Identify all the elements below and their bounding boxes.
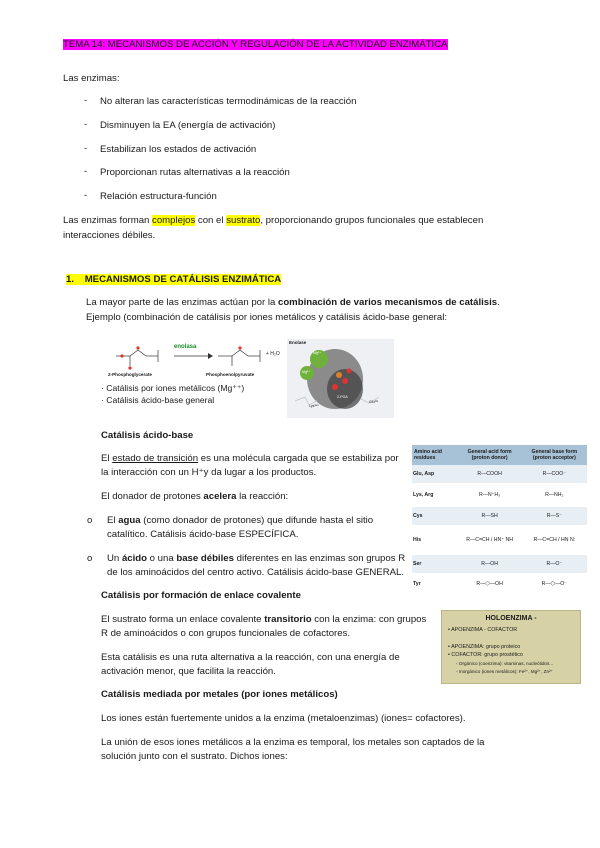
figure-bullet: · Catálisis por iones metálicos (Mg⁺⁺) <box>101 383 245 393</box>
covalent-paragraph-2-line2: activación menor, que facilita la reacción. <box>101 666 276 677</box>
holoenzyme-title: HOLOENZIMA - <box>485 615 537 622</box>
water-label: + H₂O <box>266 351 280 357</box>
table-row: Lys, Arg R—N⁺H₃ R—NH₂ <box>413 492 564 498</box>
substrate-label: 2-Phosphoglycerate <box>108 372 152 377</box>
table-row: Ser R—OH R—O⁻ <box>412 555 587 573</box>
bullet-circle: o <box>87 553 93 564</box>
enolase-structure-image: Enolase Mg²⁺ Mg²⁺ Lys³⁴⁵ Glu²¹¹ 2-PGA <box>287 339 394 418</box>
bullet-dash: - <box>84 95 88 106</box>
covalent-paragraph-line2: R de aminoácidos o con grupos funcionales de cofactores. <box>101 628 351 639</box>
section-paragraph-line2: Ejemplo (combinación de catálisis por iones metálicos y catálisis ácido-base general: <box>86 312 448 323</box>
paragraph-enzymes-line2: interacciones débiles. <box>63 230 156 241</box>
table-row: Glu, Asp R—COOH R—COO⁻ <box>412 465 587 483</box>
enolase-active-site-illustration <box>287 339 394 418</box>
metal-paragraph-2-line2: solución junto con el sustrato. Dichos iones: <box>101 751 288 762</box>
list-item-line2: catalítico. Catálisis ácido-base ESPECÍFICA. <box>107 529 299 540</box>
intro-text: Las enzimas: <box>63 73 120 84</box>
subheading-covalent: Catálisis por formación de enlace covalente <box>101 590 301 601</box>
enolase-box-title: Enolase <box>289 340 307 345</box>
acidbase-paragraph: El estado de transición es una molécula cargada que se estabiliza por <box>101 453 399 464</box>
covalent-paragraph-2: Esta catálisis es una ruta alternativa a la reacción, con una energía de <box>101 652 400 663</box>
page-title: TEMA 14: MECANISMOS DE ACCIÓN Y REGULACIÓN DE LA ACTIVIDAD ENZIMÁTICA <box>63 39 448 50</box>
highlight-complejos: complejos <box>152 215 196 226</box>
enzyme-label: enolasa <box>174 344 197 350</box>
holoenzyme-box: HOLOENZIMA - • APOENZIMA - COFACTOR • APOENZIMA: grupo proteico • COFACTOR: grupo prostético ◦ Orgánico (coenzima): vitaminas, nucleótidos... ◦ Inorgánico (iones metálicos): Fe²⁺, Mg²⁺, Zn²⁺ <box>441 610 581 684</box>
bullet-dash: - <box>84 119 88 130</box>
table-row: Cys R—SH R—S⁻ <box>412 507 587 525</box>
highlight-sustrato: sustrato <box>226 215 261 226</box>
bullet-dash: - <box>84 190 88 201</box>
subheading-acid-base: Catálisis ácido-base <box>101 430 194 441</box>
section-paragraph: La mayor parte de las enzimas actúan por la combinación de varios mecanismos de catálisis. <box>86 297 500 308</box>
list-item: Un ácido o una base débiles diferentes en las enzimas son grupos R <box>107 553 406 564</box>
list-item: Relación estructura-función <box>100 191 217 202</box>
list-item: Estabilizan los estados de activación <box>100 144 257 155</box>
list-item: No alteran las características termodinámicas de la reacción <box>100 96 357 107</box>
bullet-dash: - <box>84 143 88 154</box>
paragraph-enzymes: Las enzimas forman complejos con el sustrato, proporcionando grupos funcionales que establecen <box>63 215 484 226</box>
acidbase-paragraph-line2: la interacción con un H⁺y da lugar a los productos. <box>101 467 317 478</box>
list-item: Proporcionan rutas alternativas a la reacción <box>100 167 290 178</box>
list-item: Disminuyen la EA (energía de activación) <box>100 120 276 131</box>
table-row: His R—C=CH / HN⁺ NH R—C=CH / HN N: <box>413 537 576 543</box>
subheading-metal: Catálisis mediada por metales (por iones metálicos) <box>101 689 338 700</box>
list-item-line2: de los aminoácidos del centro activo. Catálisis ácido-base GENERAL. <box>107 567 405 578</box>
covalent-paragraph: El sustrato forma un enlace covalente transitorio con la enzima: con grupos <box>101 614 427 625</box>
section-heading: 1. MECANISMOS DE CATÁLISIS ENZIMÁTICA <box>66 274 282 285</box>
bullet-circle: o <box>87 515 93 526</box>
metal-paragraph-2: La unión de esos iones metálicos a la enzima es temporal, los metales son captados de la <box>101 737 485 748</box>
figure-bullet: · Catálisis ácido-base general <box>101 395 215 405</box>
amino-acid-table: Amino acid residues General acid form (proton donor) General base form (proton acceptor) Glu, Asp R—COOH R—COO⁻ Lys, Arg R—N⁺H₃ R—NH₂ Cys R—SH R—S⁻ His R—C=CH / HN⁺ NH R—C=CH / HN N: Ser R—OH R—O⁻ Tyr R—⬡—OH R—⬡—O⁻ <box>412 445 587 596</box>
enolase-reaction-figure <box>101 338 286 418</box>
bullet-dash: - <box>84 166 88 177</box>
proton-donor-paragraph: El donador de protones acelera la reacción: <box>101 491 289 502</box>
product-label: Phosphoenolpyruvate <box>206 372 255 377</box>
list-item: El agua (como donador de protones) que difunde hasta el sitio <box>107 515 374 526</box>
metal-paragraph: Los iones están fuertemente unidos a la enzima (metaloenzimas) (iones= cofactores). <box>101 713 466 724</box>
table-row: Tyr R—⬡—OH R—⬡—O⁻ <box>413 580 568 587</box>
